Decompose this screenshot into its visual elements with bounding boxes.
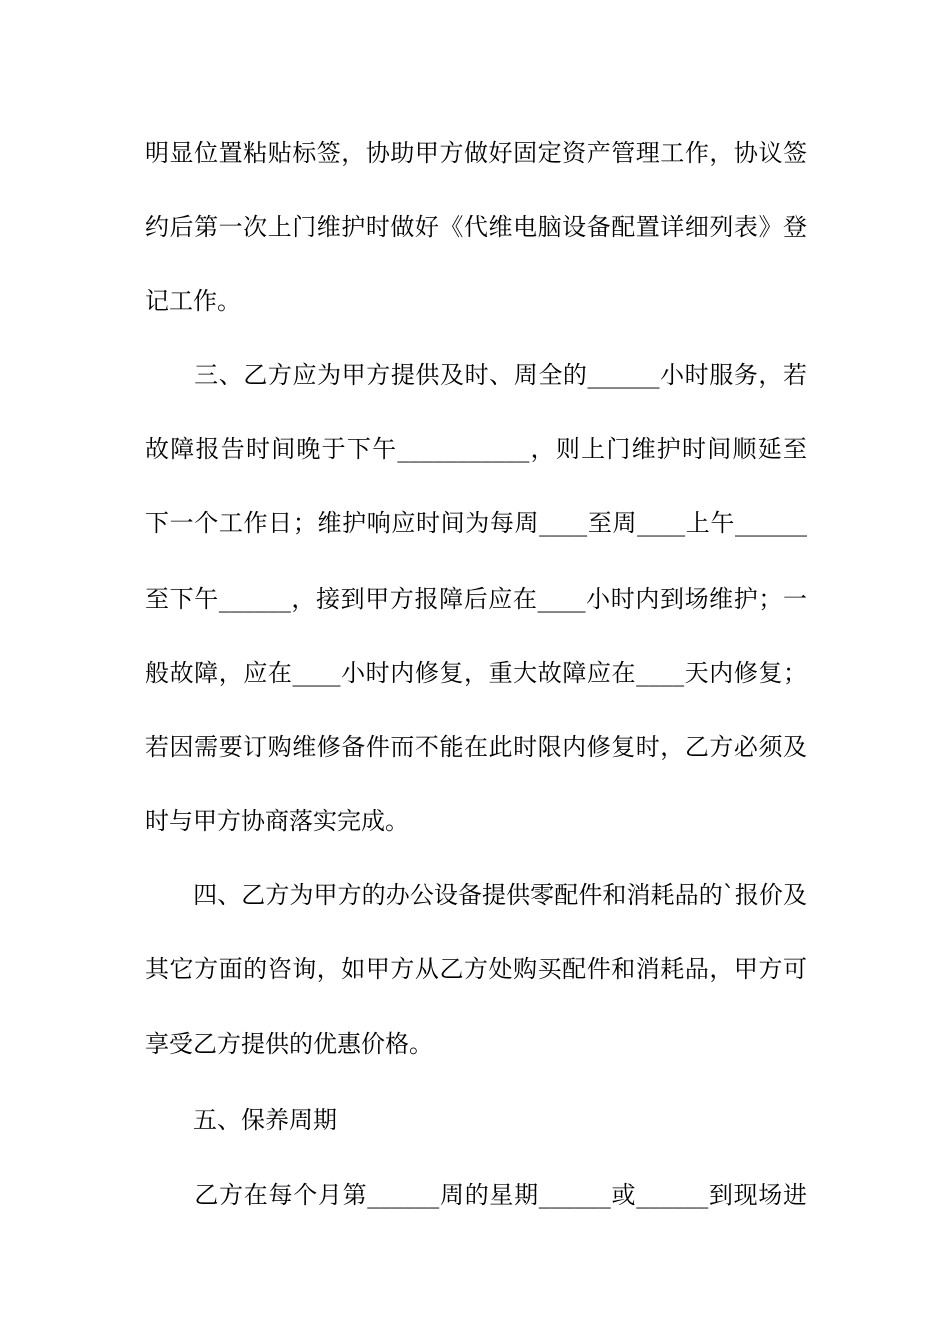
text-line-1: 明显位置粘贴标签，协助甲方做好固定资产管理工作，协议签 (145, 139, 807, 167)
text-line-4: 三、乙方应为甲方提供及时、周全的______小时服务，若 (145, 361, 807, 389)
text-line-9: 若因需要订购维修备件而不能在此时限内修复时，乙方必须及 (145, 733, 807, 761)
text-line-7: 至下午______，接到甲方报障后应在____小时内到场维护；一 (145, 585, 807, 613)
text-line-8: 般故障，应在____小时内修复，重大故障应在____天内修复； (145, 659, 807, 687)
text-line-12: 其它方面的咨询，如甲方从乙方处购买配件和消耗品，甲方可 (145, 955, 807, 983)
text-line-11: 四、乙方为甲方的办公设备提供零配件和消耗品的`报价及 (145, 881, 807, 909)
text-line-15: 乙方在每个月第______周的星期______或______到现场进 (145, 1181, 807, 1209)
text-line-2: 约后第一次上门维护时做好《代维电脑设备配置详细列表》登 (145, 213, 807, 241)
text-line-13: 享受乙方提供的优惠价格。 (145, 1030, 433, 1058)
text-line-10: 时与甲方协商落实完成。 (145, 807, 409, 835)
text-line-14: 五、保养周期 (145, 1106, 337, 1134)
text-line-3: 记工作。 (145, 287, 241, 315)
text-line-6: 下一个工作日；维护响应时间为每周____至周____上午______ (145, 509, 807, 537)
text-line-5: 故障报告时间晚于下午___________，则上门维护时间顺延至 (145, 435, 807, 463)
